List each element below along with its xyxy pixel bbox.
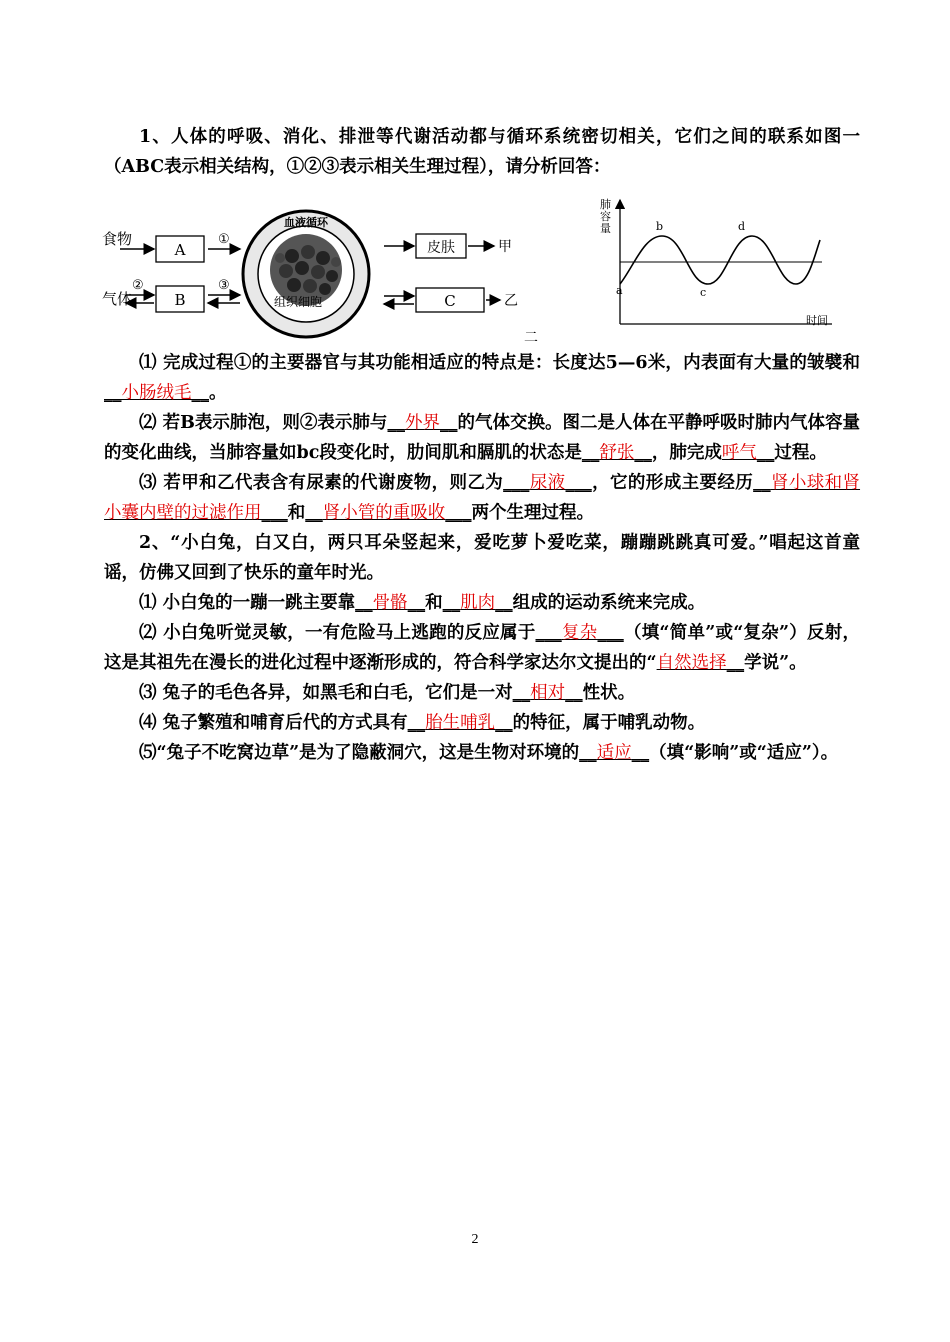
q1-sub1: ⑴ 完成过程①的主要器官与其功能相适应的特点是：长度达5—6米，内表面有大量的皱襞和__小肠绒毛__。 [104, 353, 860, 403]
q1-sub3-answer-1: 尿液 [529, 473, 566, 493]
gas-label: 气体 [102, 290, 133, 308]
q1-sub3-text-d: 两个生理过程。 [471, 503, 594, 523]
q2-sub3-answer: 相对 [530, 683, 566, 703]
q1-sub3: ⑶ 若甲和乙代表含有尿素的代谢废物，则乙为___尿液___，它的形成主要经历__肾小球和肾小囊内壁的过滤作用___和__肾小管的重吸收___两个生理过程。 [104, 473, 861, 523]
q2-sub1-answer-2: 肌肉 [460, 593, 496, 613]
q2-sub2-text-c: 学说”。 [744, 653, 807, 673]
q2-sub4-text-a: ⑷ 兔子繁殖和哺育后代的方式具有 [139, 713, 408, 733]
process-2-label: ② [132, 278, 144, 293]
question-1-subs [104, 348, 860, 768]
figure-2-chart [600, 197, 832, 327]
y-axis-label-1: 肺 [600, 198, 611, 211]
q1-sub2-answer-1: 外界 [404, 413, 440, 433]
yi-label: 乙 [504, 293, 518, 309]
question-1-intro: 1、人体的呼吸、消化、排泄等代谢活动都与循环系统密切相关，它们之间的联系如图一（ABC表示相关结构，①②③表示相关生理过程），请分析回答： [104, 127, 860, 177]
box-b-label: B [174, 291, 186, 309]
q1-sub2-answer-3: 呼气 [721, 443, 757, 463]
q2-sub2-text-a: ⑵ 小白兔听觉灵敏，一有危险马上逃跑的反应属于 [139, 623, 536, 643]
q1-sub3-text-a: ⑶ 若甲和乙代表含有尿素的代谢废物，则乙为 [139, 473, 504, 493]
q2-sub1-text-b: 和 [425, 593, 443, 613]
lung-volume-curve [620, 236, 820, 284]
q2-sub3: ⑶ 兔子的毛色各异，如黑毛和白毛，它们是一对__相对__性状。 [139, 683, 636, 703]
jia-label: 甲 [498, 239, 512, 255]
figure-area [96, 196, 856, 344]
q1-sub2-text-d: 过程。 [774, 443, 827, 463]
q2-sub2-answer-2: 自然选择 [656, 653, 727, 673]
skin-label: 皮肤 [427, 240, 455, 256]
page-number: 2 [471, 1232, 479, 1247]
figure-1-diagram [102, 211, 518, 337]
q2-sub1-text-a: ⑴ 小白兔的一蹦一跳主要靠 [139, 593, 356, 613]
q2-sub5-text-a: ⑸“兔子不吃窝边草”是为了隐蔽洞穴，这是生物对环境的 [139, 743, 580, 763]
q1-sub3-answer-3: 肾小管的重吸收 [322, 503, 446, 523]
figures-svg [96, 196, 856, 344]
figure-2-caption: 二 [524, 330, 538, 344]
q2-sub2-answer-1: 复杂 [561, 623, 598, 643]
q1-sub2: ⑵ 若B表示肺泡，则②表示肺与__外界__的气体交换。图二是人体在平静呼吸时肺内气体容量的变化曲线，当肺容量如bc段变化时，肋间肌和膈肌的状态是__舒张__，肺完成呼气__过程。 [104, 413, 861, 463]
question-1-intro-block [104, 122, 860, 182]
y-axis-label-2: 容 [600, 210, 611, 223]
q1-sub1-end: 。 [209, 383, 227, 403]
q2-sub2-text-b: （填“简单”或“复杂”）反射，这是其祖先在漫长的进化过程中逐渐形成的，符合科学家达尔文提出的“ [104, 623, 861, 673]
question-2-intro: 2、“小白兔，白又白，两只耳朵竖起来，爱吃萝卜爱吃菜，蹦蹦跳跳真可爱。”唱起这首童谣，仿佛又回到了快乐的童年时光。 [104, 533, 860, 583]
box-c-label: C [444, 292, 456, 310]
point-c: c [700, 286, 707, 299]
q2-sub1-text-c: 组成的运动系统来完成。 [512, 593, 706, 613]
q1-sub1-answer: 小肠绒毛 [121, 383, 192, 403]
point-d: d [738, 220, 746, 233]
q2-sub5: ⑸“兔子不吃窝边草”是为了隐蔽洞穴，这是生物对环境的__适应__（填“影响”或“适应”）。 [139, 743, 839, 763]
process-3-label: ③ [218, 278, 230, 293]
q1-sub3-text-c: 和 [287, 503, 306, 523]
q1-sub2-answer-2: 舒张 [599, 443, 635, 463]
q2-sub4-answer: 胎生哺乳 [425, 713, 496, 733]
tissue-cell-label: 组织细胞 [274, 295, 323, 309]
point-b: b [656, 220, 664, 233]
process-1-label: ① [218, 232, 230, 247]
q2-sub5-text-b: （填“影响”或“适应”）。 [649, 743, 839, 763]
q2-sub4-text-b: 的特征，属于哺乳动物。 [512, 713, 706, 733]
q1-sub1-text: ⑴ 完成过程①的主要器官与其功能相适应的特点是：长度达5—6米，内表面有大量的皱襞和 [139, 353, 860, 373]
q1-sub2-text-a: ⑵ 若B表示肺泡，则②表示肺与 [139, 413, 388, 433]
q2-sub5-answer: 适应 [596, 743, 632, 763]
q2-sub3-text-a: ⑶ 兔子的毛色各异，如黑毛和白毛，它们是一对 [139, 683, 513, 703]
q2-sub2: ⑵ 小白兔听觉灵敏，一有危险马上逃跑的反应属于___复杂___（填“简单”或“复杂”）反射，这是其祖先在漫长的进化过程中逐渐形成的，符合科学家达尔文提出的“自然选择__学说”。 [104, 623, 861, 673]
ring-label: 血液循环 [284, 216, 328, 229]
y-axis-label-3: 量 [600, 222, 611, 235]
q1-sub2-text-c: ，肺完成 [651, 443, 722, 463]
q2-sub4: ⑷ 兔子繁殖和哺育后代的方式具有__胎生哺乳__的特征，属于哺乳动物。 [139, 713, 706, 733]
q1-sub3-text-b: ，它的形成主要经历 [591, 473, 754, 493]
q2-sub3-text-b: 性状。 [582, 683, 636, 703]
q1-sub3-answer-2: 肾小球和肾小囊内壁的过滤作用 [104, 473, 861, 523]
q2-sub1: ⑴ 小白兔的一蹦一跳主要靠__骨骼__和__肌肉__组成的运动系统来完成。 [139, 593, 706, 613]
q1-sub2-text-b: 的气体交换。图二是人体在平静呼吸时肺内气体容量的变化曲线，当肺容量如bc段变化时，肋间肌和膈肌的状态是 [104, 413, 861, 463]
food-label [102, 230, 132, 248]
q2-sub1-answer-1: 骨骼 [372, 593, 408, 613]
box-a-label: A [174, 241, 186, 259]
x-axis-label: 时间 [806, 314, 828, 327]
point-a: a [616, 284, 623, 297]
food-label-text: 食物 [102, 230, 133, 248]
